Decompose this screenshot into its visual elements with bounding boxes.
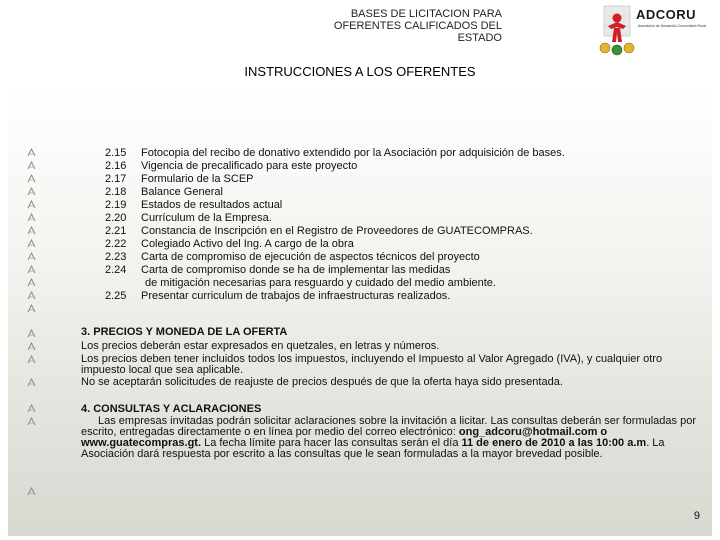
bullet-icon — [27, 417, 36, 426]
bullet-icon — [27, 174, 36, 183]
bullet-icon — [27, 148, 36, 157]
list-item: 2.20 Currículum de la Empresa. — [105, 212, 272, 224]
bullet-icon — [27, 342, 36, 351]
bullet-icon — [27, 487, 36, 496]
bullet-icon — [27, 187, 36, 196]
precios-paragraph-2: Los precios deben tener incluidos todos los impuestos, incluyendo el Impuesto al Valor Agregado (IVA), y cualquier otro impuesto local que sea aplicable. — [81, 353, 663, 376]
slide-title: INSTRUCCIONES A LOS OFERENTES — [244, 64, 476, 79]
list-item: 2.16 Vigencia de precalificado para este proyecto — [105, 160, 358, 172]
document-header — [242, 8, 502, 44]
section-heading-consultas: 4. CONSULTAS Y ACLARACIONES — [81, 403, 262, 415]
list-item: 2.25 Presentar curriculum de trabajos de infraestructuras realizados. — [105, 290, 451, 302]
bullet-icon — [27, 252, 36, 261]
page-number: 9 — [693, 510, 700, 522]
logo-name: ADCORU — [636, 7, 697, 22]
header-line-2: OFERENTES CALIFICADOS DEL — [333, 20, 502, 32]
bullet-icon — [27, 226, 36, 235]
header-line-3: ESTADO — [457, 32, 502, 44]
bullet-icon — [27, 213, 36, 222]
precios-paragraph-3: No se aceptarán solicitudes de reajuste de precios después de que la oferta haya sido presentada. — [81, 376, 563, 388]
list-item: 2.19 Estados de resultados actual — [105, 199, 283, 211]
list-item: 2.17 Formulario de la SCEP — [105, 173, 254, 185]
list-item: 2.15 Fotocopia del recibo de donativo extendido por la Asociación por adquisición de bases. — [105, 147, 565, 159]
deadline-date: 11 de enero de 2010 a las 10:00 a.m — [461, 437, 647, 449]
list-item: 2.21 Constancia de Inscripción en el Registro de Proveedores de GUATECOMPRAS. — [105, 225, 533, 237]
header-line-1: BASES DE LICITACION PARA — [350, 8, 502, 20]
bullet-icon — [27, 404, 36, 413]
list-item: 2.22 Colegiado Activo del Ing. A cargo de la obra — [105, 238, 354, 250]
bullet-icon — [27, 278, 36, 287]
bullet-icon — [27, 239, 36, 248]
list-item: 2.18 Balance General — [105, 186, 223, 198]
bullet-icon — [27, 291, 36, 300]
bullet-icon — [27, 265, 36, 274]
bullet-icon — [27, 329, 36, 338]
list-item: 2.23 Carta de compromiso de ejecución de aspectos técnicos del proyecto — [105, 251, 480, 263]
list-item-continuation: de mitigación necesarias para resguardo y cuidado del medio ambiente. — [145, 277, 496, 289]
bullet-icon — [27, 161, 36, 170]
adcoru-logo — [596, 4, 714, 60]
precios-paragraph-1: Los precios deberán estar expresados en quetzales, en letras y números. — [81, 340, 440, 352]
bullet-icon — [27, 355, 36, 364]
contact-email-web: ong_adcoru@hotmail.com o www.guatecompras.gt. — [81, 426, 608, 449]
section-heading-precios: 3. PRECIOS Y MONEDA DE LA OFERTA — [81, 326, 288, 338]
bullet-icon — [27, 378, 36, 387]
list-item: 2.24 Carta de compromiso donde se ha de implementar las medidas — [105, 264, 451, 276]
consultas-paragraph: Las empresas invitadas podrán solicitar aclaraciones sobre la invitación a licitar. Las consultas deberán ser formuladas por escrito, entregadas directamente o en línea por medio del correo electrónico: ong_adcoru@hotmail.com o www.guatecompras.gt. La fecha límite para hacer las consultas serán el día 11 de enero de 2010 a las 10:00 a.m. La Asociación dará respuesta por escrito a las consultas que le sean formuladas a la mayor brevedad posible. — [81, 415, 696, 460]
logo-subtitle: Asociación de Desarrollo Comunitario Rural — [638, 24, 706, 28]
bullet-icon — [27, 304, 36, 313]
bullet-icon — [27, 200, 36, 209]
